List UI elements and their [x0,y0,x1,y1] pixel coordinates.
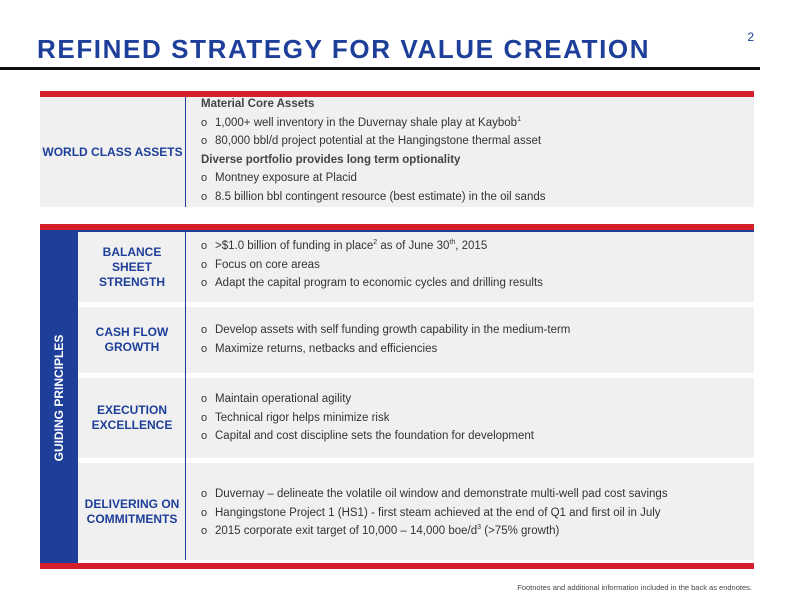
execution-label: EXECUTION EXCELLENCE [91,403,173,432]
cash-flow-content [201,321,570,358]
bullet-item [201,114,546,133]
bottom-red-bar [40,563,754,569]
bullet-item: o Develop assets with self funding growth capability in the medium-term [201,321,570,340]
bullet-text: as of June 30 [377,240,450,252]
commitments-content [201,485,668,541]
bullet-item: o 80,000 bbl/d project potential at the Hangingstone thermal asset [201,132,546,151]
bullet-text: 2015 corporate exit target of 10,000 – 14,000 boe/d [215,525,478,537]
cash-flow-label: CASH FLOW GROWTH [95,325,169,354]
bullet-item: o Hangingstone Project 1 (HS1) - first steam achieved at the end of Q1 and first oil in July [201,504,668,523]
bullet-item: o Maintain operational agility [201,390,534,409]
bullet-item: o 8.5 billion bbl contingent resource (best estimate) in the oil sands [201,188,546,207]
bullet-item [201,237,543,256]
balance-sheet-content [201,237,543,293]
execution-content [201,390,534,446]
footnote-ref: 1 [517,115,521,123]
material-core-assets-heading: Material Core Assets [201,98,315,110]
footnote: Footnotes and additional information included in the back as endnotes. [517,583,752,592]
guiding-divider [185,232,186,560]
bullet-item: o Maximize returns, netbacks and efficiencies [201,340,570,359]
bullet-text: 1,000+ well inventory in the Duvernay shale play at Kaybob [215,116,518,129]
bullet-text: >$1.0 billion of funding in place [215,240,374,252]
footnote-ref: 2 [373,239,378,247]
bullet-item: o Duvernay – delineate the volatile oil window and demonstrate multi-well pad cost savings [201,485,668,504]
bullet-item: o Adapt the capital program to economic cycles and drilling results [201,274,543,293]
guiding-principles-label: GUIDING PRINCIPLES [52,334,66,462]
bullet-item: o Capital and cost discipline sets the foundation for development [201,427,534,446]
footnote-ref: 3 [477,524,482,532]
page-title: REFINED STRATEGY FOR VALUE CREATION [37,34,651,64]
bullet-text: (>75% growth) [481,525,560,537]
diverse-portfolio-heading: Diverse portfolio provides long term optionality [201,153,461,166]
commitments-label: DELIVERING ON COMMITMENTS [84,496,180,526]
title-divider [0,67,760,70]
bullet-item: o Montney exposure at Placid [201,169,546,188]
balance-sheet-label: BALANCE SHEET STRENGTH [99,244,165,289]
world-class-assets-label: WORLD CLASS ASSETS [42,145,183,159]
bullet-item: o Focus on core areas [201,256,543,275]
bullet-item [201,522,668,541]
world-class-assets-content [201,95,546,206]
ordinal-suffix: th [449,239,456,247]
page-number: 2 [747,30,754,44]
bullet-text: , 2015 [455,240,488,252]
bullet-item: o Technical rigor helps minimize risk [201,409,534,428]
wca-divider [185,97,186,207]
